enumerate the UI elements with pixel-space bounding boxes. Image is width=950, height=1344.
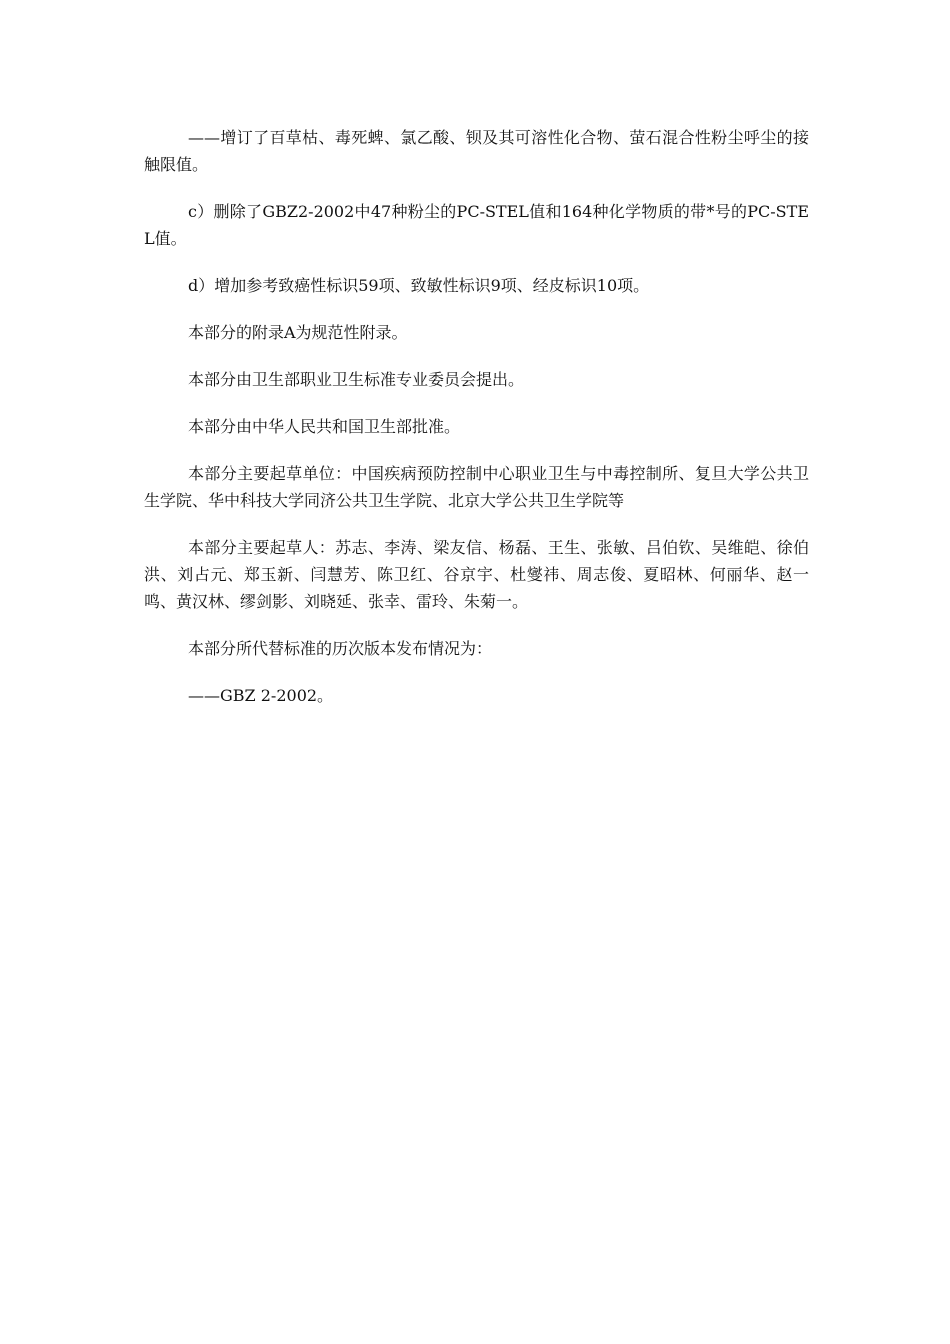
paragraph-version-history-heading: 本部分所代替标准的历次版本发布情况为： (188, 639, 493, 658)
paragraph-deleted-pc-stel: c）删除了GBZ2-2002中47种粉尘的PC-STEL值和164种化学物质的带*号的PC-STEL值。 (144, 202, 809, 248)
paragraph-drafters: 本部分主要起草人：苏志、李涛、梁友信、杨磊、王生、张敏、吕伯钦、吴维皑、徐伯洪、刘占元、郑玉新、闫慧芳、陈卫红、谷京宇、杜燮祎、周志俊、夏昭林、何丽华、赵一鸣、黄汉林、缪剑影、刘晓延、张幸、雷玲、朱菊一。 (144, 538, 809, 611)
paragraph-appendix-note: 本部分的附录A为规范性附录。 (188, 323, 408, 342)
paragraph-drafting-units: 本部分主要起草单位：中国疾病预防控制中心职业卫生与中毒控制所、复旦大学公共卫生学院、华中科技大学同济公共卫生学院、北京大学公共卫生学院等 (144, 464, 809, 510)
paragraph-approved-by: 本部分由中华人民共和国卫生部批准。 (188, 417, 461, 436)
paragraph-version-history-item: ——GBZ 2-2002。 (188, 686, 334, 705)
paragraph-proposed-by: 本部分由卫生部职业卫生标准专业委员会提出。 (188, 370, 525, 389)
document-body (144, 124, 809, 729)
paragraph-added-limits: ——增订了百草枯、毒死蜱、氯乙酸、钡及其可溶性化合物、萤石混合性粉尘呼尘的接触限值。 (144, 128, 809, 174)
paragraph-added-labels: d）增加参考致癌性标识59项、致敏性标识9项、经皮标识10项。 (188, 276, 650, 295)
